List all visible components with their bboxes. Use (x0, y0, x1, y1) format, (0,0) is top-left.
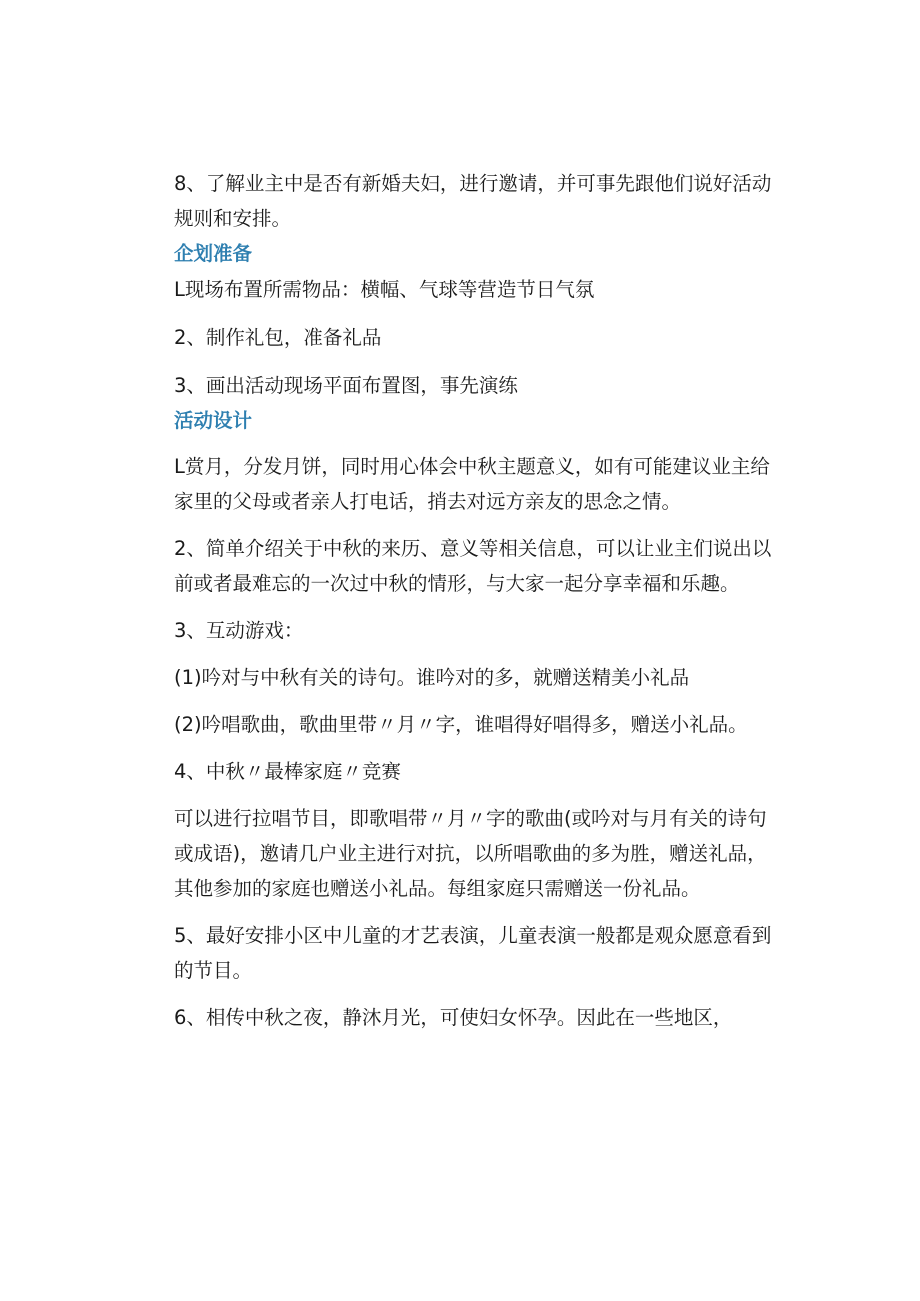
paragraph-design-2: 2、简单介绍关于中秋的来历、意义等相关信息，可以让业主们说出以前或者最难忘的一次过中秋的情形，与大家一起分享幸福和乐趣。 (174, 537, 772, 595)
section-heading-planning-prep: 企划准备 (174, 242, 253, 265)
paragraph-item-8: 8、了解业主中是否有新婚夫妇，进行邀请，并可事先跟他们说好活动规则和安排。 (174, 172, 772, 230)
paragraph-design-1: L赏月，分发月饼，同时用心体会中秋主题意义，如有可能建议业主给家里的父母或者亲人打电话，捎去对远方亲友的思念之情。 (174, 455, 770, 513)
paragraph-design-4: 4、中秋〃最棒家庭〃竞赛 (174, 760, 401, 783)
paragraph-prep-1: L现场布置所需物品：横幅、气球等营造节日气氛 (174, 278, 595, 301)
paragraph-design-6: 6、相传中秋之夜，静沐月光，可使妇女怀孕。因此在一些地区， (174, 1006, 733, 1029)
document-body (174, 166, 774, 1035)
paragraph-contest-detail: 可以进行拉唱节目，即歌唱带〃月〃字的歌曲(或吟对与月有关的诗句或成语)，邀请几户业主进行对抗，以所唱歌曲的多为胜，赠送礼品，其他参加的家庭也赠送小礼品。每组家庭只需赠送一份礼品。 (174, 807, 767, 900)
paragraph-game-1: (1)吟对与中秋有关的诗句。谁吟对的多，就赠送精美小礼品 (174, 666, 690, 689)
paragraph-design-3: 3、互动游戏： (174, 619, 304, 642)
section-heading-activity-design: 活动设计 (174, 409, 253, 432)
paragraph-prep-3: 3、画出活动现场平面布置图，事先演练 (174, 374, 518, 397)
paragraph-game-2: (2)吟唱歌曲，歌曲里带〃月〃字，谁唱得好唱得多，赠送小礼品。 (174, 713, 748, 736)
paragraph-design-5: 5、最好安排小区中儿童的才艺表演，儿童表演一般都是观众愿意看到的节目。 (174, 924, 772, 982)
paragraph-prep-2: 2、制作礼包，准备礼品 (174, 326, 382, 349)
